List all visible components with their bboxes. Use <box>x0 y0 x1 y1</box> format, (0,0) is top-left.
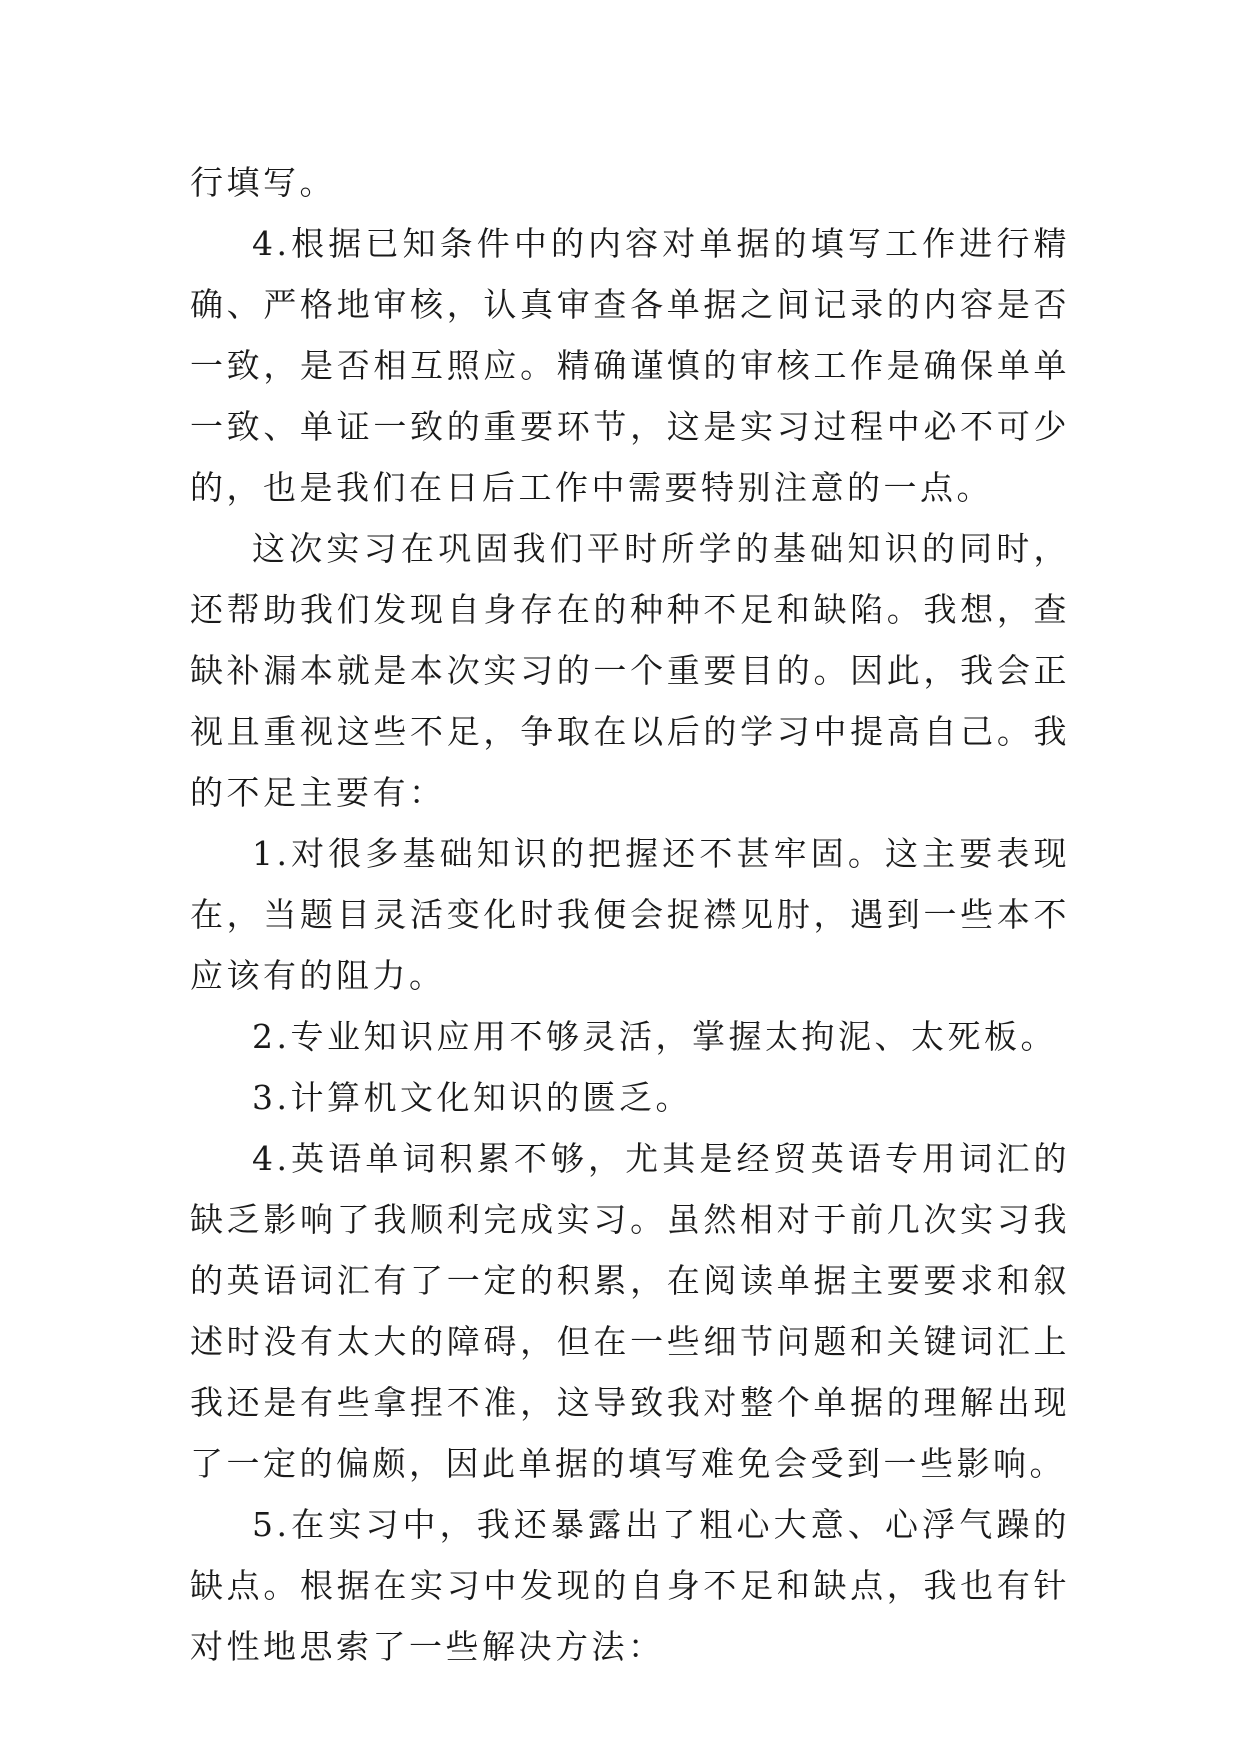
paragraph-shortcoming-4: 4.英语单词积累不够，尤其是经贸英语专用词汇的缺乏影响了我顺利完成实习。虽然相对于前几次实习我的英语词汇有了一定的积累，在阅读单据主要要求和叙述时没有太大的障碍，但在一些细节问题和关键词汇上我还是有些拿捏不准，这导致我对整个单据的理解出现了一定的偏颇，因此单据的填写难免会受到一些影响。 <box>190 1139 1070 1483</box>
paragraph-shortcoming-3: 3.计算机文化知识的匮乏。 <box>252 1078 692 1117</box>
paragraph-shortcoming-1: 1.对很多基础知识的把握还不甚牢固。这主要表现在，当题目灵活变化时我便会捉襟见肘，遇到一些本不应该有的阻力。 <box>190 834 1070 995</box>
paragraph-shortcoming-5: 5.在实习中，我还暴露出了粗心大意、心浮气躁的缺点。根据在实习中发现的自身不足和缺点，我也有针对性地思索了一些解决方法： <box>190 1505 1070 1666</box>
paragraph-item-4-review: 4.根据已知条件中的内容对单据的填写工作进行精确、严格地审核，认真审查各单据之间记录的内容是否一致，是否相互照应。精确谨慎的审核工作是确保单单一致、单证一致的重要环节，这是实习过程中必不可少的，也是我们在日后工作中需要特别注意的一点。 <box>190 224 1070 507</box>
paragraph-intro-shortcomings: 这次实习在巩固我们平时所学的基础知识的同时，还帮助我们发现自身存在的种种不足和缺陷。我想，查缺补漏本就是本次实习的一个重要目的。因此，我会正视且重视这些不足，争取在以后的学习中提高自己。我的不足主要有： <box>190 529 1070 812</box>
paragraph-continuation: 行填写。 <box>190 163 336 202</box>
paragraph-shortcoming-2: 2.专业知识应用不够灵活，掌握太拘泥、太死板。 <box>252 1017 1057 1056</box>
body-text <box>190 152 1070 1677</box>
